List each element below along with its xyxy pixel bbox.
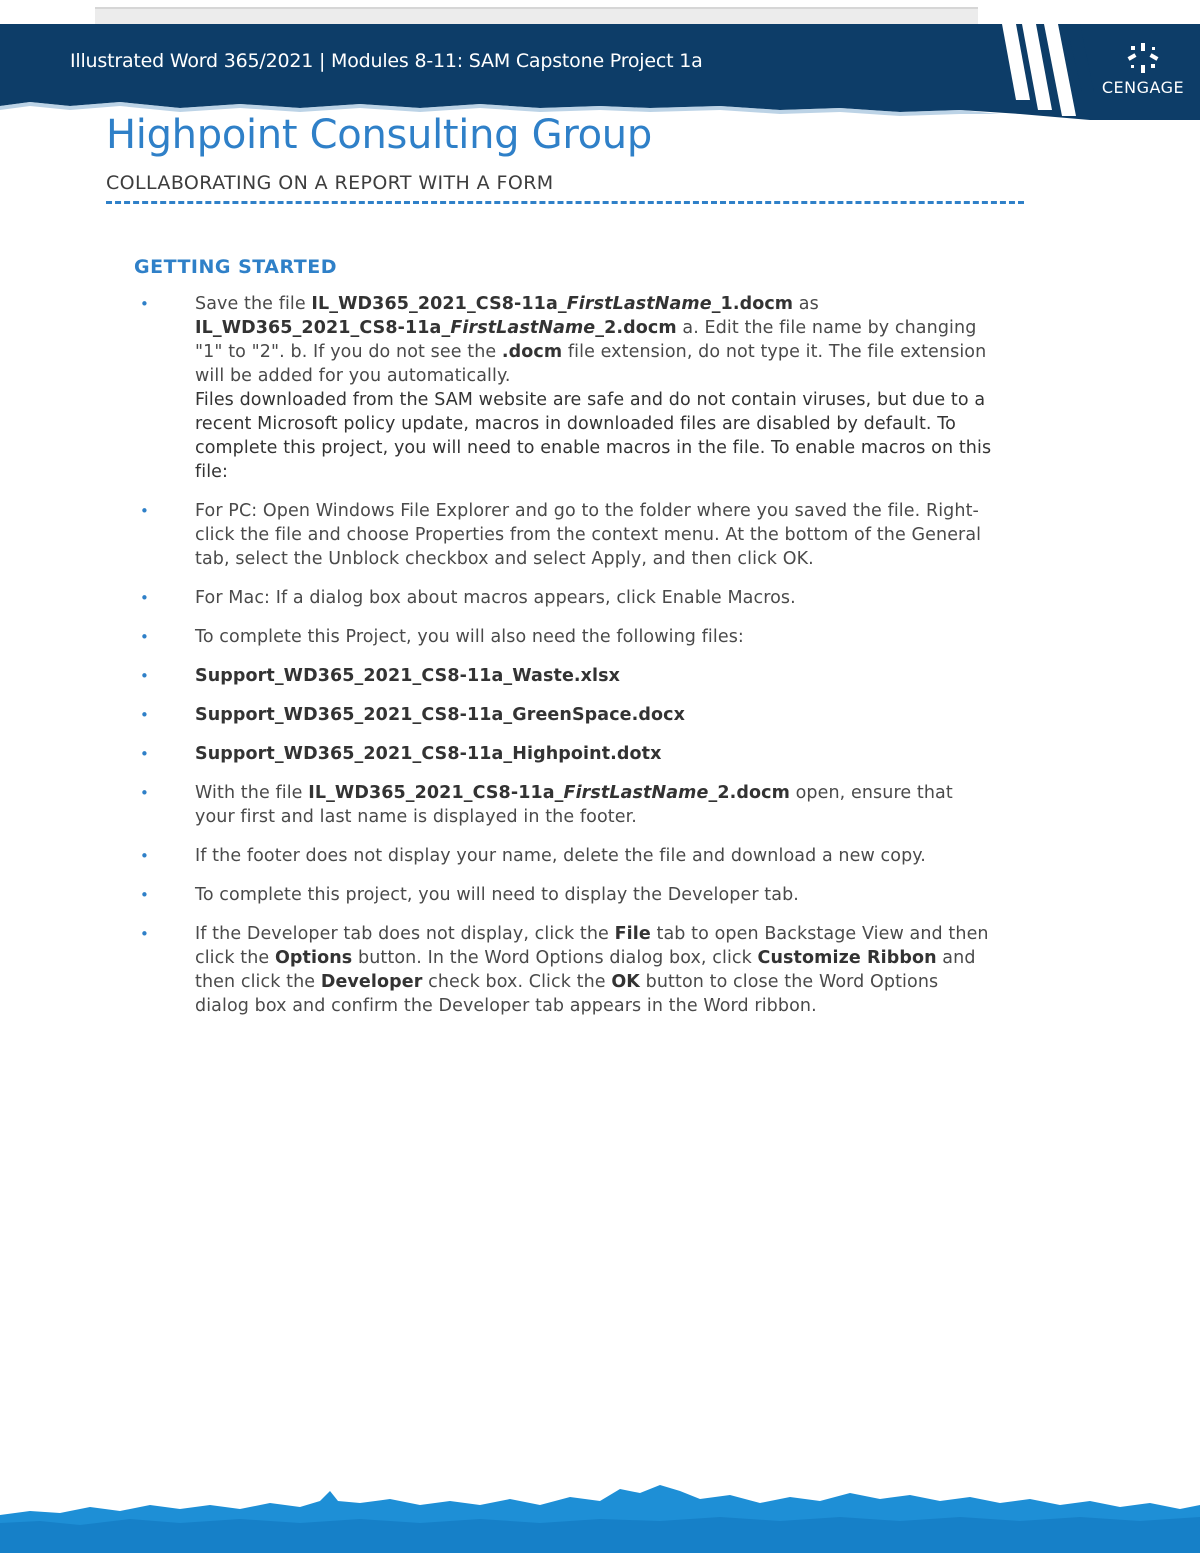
file-name-italic: FirstLastName [566, 294, 712, 314]
ui-term: OK [611, 972, 640, 992]
list-item [134, 586, 994, 610]
header-banner [0, 22, 1200, 126]
cengage-dots-icon [1125, 42, 1161, 74]
item-text: To complete this Project, you will also need the following files: [195, 627, 744, 647]
list-item [134, 499, 994, 571]
bullet-icon: • [140, 886, 149, 904]
file-extension: .docm [501, 342, 563, 362]
list-item [134, 883, 994, 907]
file-name: _2.docm [708, 783, 790, 803]
list-item [134, 742, 994, 766]
ui-term: Customize Ribbon [757, 948, 937, 968]
bullet-icon: • [140, 667, 149, 685]
item-text: To complete this project, you will need to display the Developer tab. [195, 885, 799, 905]
item-text: If the Developer tab does not display, click the [195, 924, 615, 944]
document-subtitle: COLLABORATING ON A REPORT WITH A FORM [106, 172, 554, 194]
bullet-icon: • [140, 589, 149, 607]
ui-term: Developer [320, 972, 423, 992]
list-item [134, 292, 994, 484]
bullet-icon: • [140, 628, 149, 646]
file-name-italic: FirstLastName [563, 783, 709, 803]
item-text: Save the file [195, 294, 312, 314]
macro-note: Files downloaded from the SAM website are safe and do not contain viruses, but due to a recent Microsoft policy update, macros in downloaded files are disabled by default. To complete this project, you will need to enable macros in the file. To enable macros on this file: [195, 390, 992, 482]
item-text: For Mac: If a dialog box about macros appears, click Enable Macros. [195, 588, 796, 608]
ui-term: File [614, 924, 651, 944]
item-text: file extension, do not type it. The file extension will be added for you automatically. [195, 342, 987, 386]
item-text: button. In the Word Options dialog box, click [352, 948, 758, 968]
cengage-logo [1096, 42, 1190, 106]
section-heading: GETTING STARTED [134, 256, 337, 278]
bullet-icon: • [140, 745, 149, 763]
item-text: tab to open Backstage View and then click the [195, 924, 989, 968]
list-item [134, 703, 994, 727]
dashed-divider [106, 201, 1024, 204]
file-name-italic: FirstLastName [450, 318, 596, 338]
item-text: For PC: Open Windows File Explorer and go to the folder where you saved the file. Right-click the file and choose Properties from the context menu. At the bottom of the General tab, select the Unblock checkbox and select Apply, and then click OK. [195, 501, 982, 569]
file-name: IL_WD365_2021_CS8-11a_ [308, 783, 564, 803]
support-file-name: Support_WD365_2021_CS8-11a_Highpoint.dotx [195, 744, 662, 764]
list-item [134, 781, 994, 829]
support-file-name: Support_WD365_2021_CS8-11a_GreenSpace.docx [195, 705, 686, 725]
item-text: open, ensure that your first and last name is displayed in the footer. [195, 783, 953, 827]
list-item [134, 625, 994, 649]
logo-text: CENGAGE [1101, 78, 1185, 97]
ui-term: Options [274, 948, 353, 968]
item-text: button to close the Word Options dialog box and confirm the Developer tab appears in the Word ribbon. [195, 972, 939, 1016]
support-file-name: Support_WD365_2021_CS8-11a_Waste.xlsx [195, 666, 621, 686]
file-name: _2.docm [595, 318, 677, 338]
item-text: With the file [195, 783, 309, 803]
bullet-icon: • [140, 706, 149, 724]
footer-wave [0, 1475, 1200, 1553]
item-text: a. Edit the file name by changing "1" to "2". b. If you do not see the [195, 318, 977, 362]
list-item [134, 664, 994, 688]
item-text: and then click the [195, 948, 976, 992]
item-text: as [793, 294, 819, 314]
bullet-icon: • [140, 847, 149, 865]
file-name: IL_WD365_2021_CS8-11a_ [311, 294, 567, 314]
list-item [134, 844, 994, 868]
item-text: check box. Click the [422, 972, 612, 992]
file-name: IL_WD365_2021_CS8-11a_ [195, 318, 451, 338]
course-title: Illustrated Word 365/2021 | Modules 8-11: SAM Capstone Project 1a [70, 50, 703, 72]
instructions-list [134, 292, 994, 1033]
list-item [134, 922, 994, 1018]
bullet-icon: • [140, 925, 149, 943]
bullet-icon: • [140, 295, 149, 313]
bullet-icon: • [140, 502, 149, 520]
document-title: Highpoint Consulting Group [106, 112, 652, 158]
bullet-icon: • [140, 784, 149, 802]
file-name: _1.docm [711, 294, 794, 314]
item-text: If the footer does not display your name, delete the file and download a new copy. [195, 846, 926, 866]
